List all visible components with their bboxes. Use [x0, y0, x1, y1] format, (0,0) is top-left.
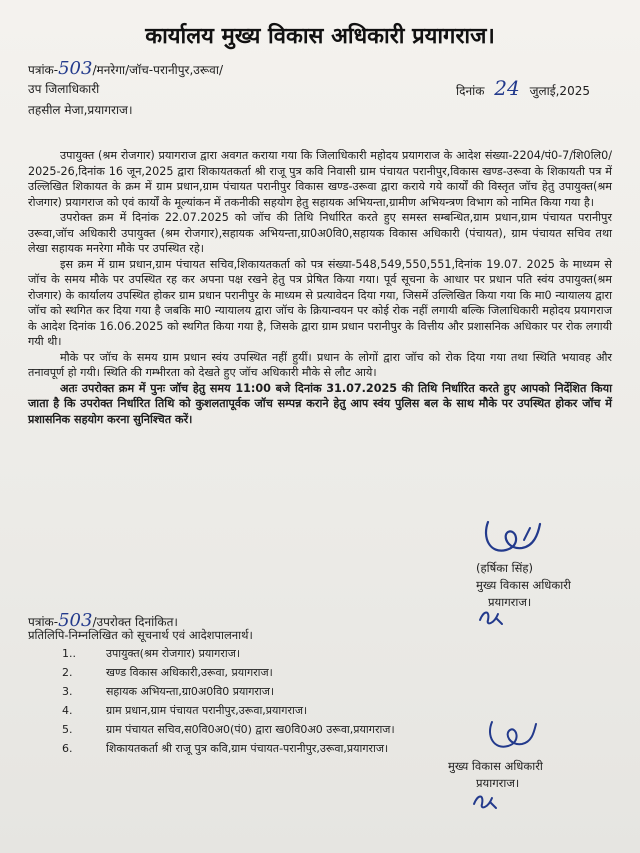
- copy-reference-prefix: पत्रांक-: [28, 615, 59, 629]
- signatory-place-2: प्रयागराज।: [476, 776, 520, 790]
- signature-block-1: [476, 560, 571, 611]
- reference-line: [28, 58, 223, 79]
- date-day-handwritten: 24: [494, 76, 520, 100]
- list-item: 1.. उपायुक्त(श्रम रोजगार) प्रयागराज।: [62, 647, 241, 660]
- letter-body: [28, 148, 612, 427]
- list-item: 6. शिकायतकर्ता श्री राजू पुत्र कवि,ग्राम पंचायत-परानीपुर,उरूवा,प्रयागराज।: [62, 742, 389, 755]
- date-label: दिनांक: [456, 84, 485, 98]
- list-item: 5. ग्राम पंचायत सचिव,स0वि0अ0(पं0) द्वारा ख0वि0अ0 उरूवा,प्रयागराज।: [62, 723, 395, 736]
- signatory-designation: मुख्य विकास अधिकारी: [476, 578, 571, 592]
- copy-reference-number-handwritten: 503: [58, 610, 93, 631]
- body-paragraph-5: अतः उपरोक्त क्रम में पुनः जॉच हेतु समय 11:00 बजे दिनांक 31.07.2025 की तिथि निर्धारित करते हुए आपको निर्देशित किया जाता है कि उपरोक्त निर्धारित तिथि को कुशलतापूर्वक जॉच सम्पन्न कराने हेतु आप स्वंय पुलिस बल के साथ मौके पर उपस्थित होकर जॉच में प्रशासनिक सहयोग करना सुनिश्चित करें।: [28, 381, 612, 426]
- body-paragraph-4: मौके पर जॉच के समय ग्राम प्रधान स्वंय उपस्थित नहीं हुयीं। प्रधान के लोगों द्वारा जॉच को रोक दिया गया तथा स्थिति भयावह और तनावपूर्ण हो गयी। स्थिति की गम्भीरता को देखते हुए जॉच अधिकारी मौके से लौट आये।: [28, 350, 612, 379]
- signature-mark-2: [484, 712, 540, 758]
- signature-block-2: [448, 758, 543, 792]
- body-paragraph-2: उपरोक्त क्रम में दिनांक 22.07.2025 को जॉच की तिथि निर्धारित करते हुए समस्त सम्बन्धित,ग्राम प्रधान,ग्राम पंचायत परानीपुर उरूवा,जॉच अधिकारी उपायुक्त (श्रम रोजगार),सहायक अभियन्ता,ग्रा0अ0वि0,सहायक विकास अधिकारी (पंचायत), ग्राम पंचायत सचिव तथा लेखा सहायक मनरेगा मौके पर उपस्थित रहे।: [28, 211, 612, 255]
- initials-mark-2: [470, 790, 500, 812]
- signatory-designation-2: मुख्य विकास अधिकारी: [448, 759, 543, 773]
- body-paragraph-3: इस क्रम में ग्राम प्रधान,ग्राम पंचायत सचिव,शिकायतकर्ता को पत्र संख्या-548,549,550,551,दिनांक 19.07. 2025 के माध्यम से जॉच के समय मौके पर उपस्थित रह कर अपना पक्ष रखने हेतु पत्र प्रेषित किया गया। पूर्व सूचना के आधार पर प्रधान पति स्वंय उपायुक्त(श्रम रोजगार) के कार्यालय उपस्थित होकर ग्राम प्रधान परानीपुर के माध्यम से प्रत्यावेदन दिया गया, जिसमें उल्लिखित किया गया कि मा0 न्यायालय द्वारा जॉच को स्थगित कर दिया गया है जबकि मा0 न्यायालय द्वारा जॉच के क्रियान्वयन पर कोई रोक नहीं लगायी बल्कि जिलाधिकारी महोदय प्रयागराज के आदेश दिनांक 16.06.2025 को स्थगित किया गया है, जिसके द्वारा ग्राम प्रधान परानीपुर के वित्तीय और प्रशासनिक अधिकार पर रोक लगायी गयी थी।: [28, 257, 612, 348]
- reference-number-handwritten: 503: [58, 58, 93, 79]
- copy-intro: प्रतिलिपि-निम्नलिखित को सूचनार्थ एवं आदेशपालनार्थ।: [28, 628, 253, 642]
- reference-suffix: /मनरेगा/जॉच-परानीपुर,उरूवा/: [92, 63, 223, 77]
- copy-reference-suffix: /उपरोक्त दिनांकित।: [92, 615, 178, 629]
- signature-mark-1: [478, 510, 550, 566]
- date-month-year: जुलाई,2025: [529, 84, 590, 98]
- list-item: 4. ग्राम प्रधान,ग्राम पंचायत परानीपुर,उरूवा,प्रयागराज।: [62, 704, 308, 717]
- addressee-line-1: उप जिलाधिकारी: [28, 82, 100, 96]
- initials-mark-1: [476, 606, 506, 628]
- list-item: 3. सहायक अभियन्ता,ग्रा0अ0वि0 प्रयागराज।: [62, 685, 275, 698]
- reference-prefix: पत्रांक-: [28, 63, 59, 77]
- list-item: 2. खण्ड विकास अधिकारी,उरूवा, प्रयागराज।: [62, 666, 273, 679]
- signatory-name: (हर्षिका सिंह): [476, 561, 534, 575]
- signatory-place: प्रयागराज।: [488, 595, 532, 609]
- addressee-line-2: तहसील मेजा,प्रयागराज।: [28, 103, 133, 117]
- office-title: कार्यालय मुख्य विकास अधिकारी प्रयागराज।: [145, 24, 495, 49]
- date-line: [456, 76, 590, 100]
- body-paragraph-1: उपायुक्त (श्रम रोजगार) प्रयागराज द्वारा अवगत कराया गया कि जिलाधिकारी महोदय प्रयागराज के आदेश संख्या-2204/पं0-7/शि0लि0/ 2025-26,दिनांक 16 जून,2025 द्वारा शिकायतकर्ता श्री राजू पुत्र कवि निवासी ग्राम पंचायत परानीपुर,विकास खण्ड-उरूवा के शिकायती पत्र में उल्लिखित शिकायत के क्रम में ग्राम प्रधान,ग्राम पंचायत परानीपुर विकास खण्ड-उरूवा द्वारा कराये गये कार्यों की विस्तृत जॉच हेतु उपायुक्त(श्रम रोजगार) प्रयागराज को एवं कार्यों के मूल्यांकन में तकनीकी सहयोग हेतु सहायक अभियन्ता,ग्रामीण अभियन्त्रण विभाग को नामित किया गया है।: [28, 149, 612, 209]
